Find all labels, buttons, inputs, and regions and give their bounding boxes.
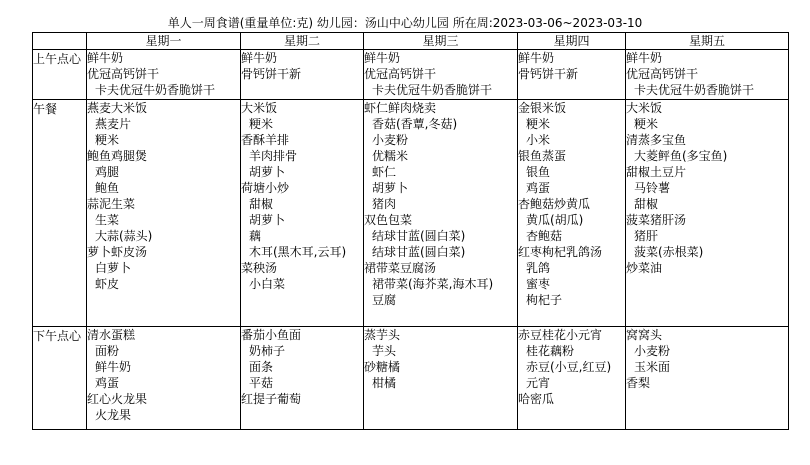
dish-item: 哈密瓜 (518, 392, 555, 406)
ingredient-item: 粳米 (249, 117, 274, 131)
breakfast-cell (364, 50, 518, 100)
dish-item: 蒜泥生菜 (87, 197, 136, 211)
ingredient-item: 胡萝卜 (372, 181, 409, 195)
ingredient-item: 马铃薯 (634, 181, 671, 195)
ingredient-item: 虾皮 (95, 277, 120, 291)
ingredient-item: 粳米 (634, 117, 659, 131)
ingredient-item: 结球甘蓝(圆白菜) (372, 245, 466, 259)
dish-item: 骨钙饼干新 (518, 67, 579, 81)
dish-item: 金银米饭 (518, 101, 567, 115)
ingredient-item: 鸡蛋 (526, 181, 551, 195)
ingredient-item: 甜椒 (249, 197, 274, 211)
ingredient-item: 菠菜(赤根菜) (634, 245, 704, 259)
ingredient-item: 芋头 (372, 344, 397, 358)
ingredient-item: 杏鲍菇 (526, 229, 563, 243)
day-header: 星期一 (87, 33, 241, 50)
dish-item: 红心火龙果 (87, 392, 148, 406)
ingredient-item: 甜椒 (634, 197, 659, 211)
dish-item: 骨钙饼干新 (241, 67, 302, 81)
dish-item: 裙带菜豆腐汤 (364, 261, 437, 275)
ingredient-item: 鸡蛋 (95, 376, 120, 390)
dish-item: 菜秧汤 (241, 261, 278, 275)
dish-item: 鲍鱼鸡腿煲 (87, 149, 148, 163)
ingredient-item: 小麦粉 (372, 133, 409, 147)
breakfast-cell (626, 50, 789, 100)
ingredient-item: 赤豆(小豆,红豆) (526, 360, 612, 374)
dish-item: 萝卜虾皮汤 (87, 245, 148, 259)
ingredient-item: 柑橘 (372, 376, 397, 390)
corner-cell (33, 33, 87, 50)
weekly-menu-table (32, 32, 789, 430)
dish-item: 杏鲍菇炒黄瓜 (518, 197, 591, 211)
ingredient-item: 大蒜(蒜头) (95, 229, 153, 243)
snack-cell (518, 327, 626, 430)
dish-item: 清水蛋糕 (87, 328, 136, 342)
ingredient-item: 结球甘蓝(圆白菜) (372, 229, 466, 243)
dish-item: 荷塘小炒 (241, 181, 290, 195)
ingredient-item: 鲜牛奶 (95, 360, 132, 374)
dish-item: 番茄小鱼面 (241, 328, 302, 342)
ingredient-item: 银鱼 (526, 165, 551, 179)
dish-item: 燕麦大米饭 (87, 101, 148, 115)
breakfast-cell (241, 50, 364, 100)
dish-item: 优冠高钙饼干 (626, 67, 699, 81)
ingredient-item: 燕麦片 (95, 117, 132, 131)
ingredient-item: 面条 (249, 360, 274, 374)
dish-item: 优冠高钙饼干 (87, 67, 160, 81)
ingredient-item: 木耳(黑木耳,云耳) (249, 245, 347, 259)
dish-item: 香梨 (626, 376, 651, 390)
ingredient-item: 奶柿子 (249, 344, 286, 358)
ingredient-item: 猪肝 (634, 229, 659, 243)
header-row (33, 33, 789, 50)
snack-cell (364, 327, 518, 430)
ingredient-item: 火龙果 (95, 408, 132, 422)
ingredient-item: 玉米面 (634, 360, 671, 374)
ingredient-item: 枸杞子 (526, 293, 563, 307)
dish-item: 窝窝头 (626, 328, 663, 342)
breakfast-cell (518, 50, 626, 100)
ingredient-item: 鸡腿 (95, 165, 120, 179)
dish-item: 清蒸多宝鱼 (626, 133, 687, 147)
dish-item: 菠菜猪肝汤 (626, 213, 687, 227)
ingredient-item: 大菱鲆鱼(多宝鱼) (634, 149, 728, 163)
ingredient-item: 鲍鱼 (95, 181, 120, 195)
snack-cell (626, 327, 789, 430)
dish-item: 优冠高钙饼干 (364, 67, 437, 81)
ingredient-item: 猪肉 (372, 197, 397, 211)
day-header: 星期三 (364, 33, 518, 50)
lunch-cell (364, 100, 518, 327)
dish-item: 大米饭 (626, 101, 663, 115)
breakfast-cell (87, 50, 241, 100)
dish-item: 鲜牛奶 (626, 51, 663, 65)
ingredient-item: 卡夫优冠牛奶香脆饼干 (634, 83, 755, 97)
ingredient-item: 小麦粉 (634, 344, 671, 358)
ingredient-item: 平菇 (249, 376, 274, 390)
dish-item: 鲜牛奶 (518, 51, 555, 65)
snack-cell (87, 327, 241, 430)
day-header: 星期二 (241, 33, 364, 50)
ingredient-item: 羊肉排骨 (249, 149, 298, 163)
ingredient-item: 小白菜 (249, 277, 286, 291)
dish-item: 香酥羊排 (241, 133, 290, 147)
lunch-row (33, 100, 789, 327)
lunch-cell (241, 100, 364, 327)
dish-item: 虾仁鲜肉烧卖 (364, 101, 437, 115)
dish-item: 砂糖橘 (364, 360, 401, 374)
dish-item: 鲜牛奶 (364, 51, 401, 65)
dish-item: 红枣枸杞乳鸽汤 (518, 245, 603, 259)
snack-cell (241, 327, 364, 430)
meal-label-snack: 下午点心 (33, 327, 87, 430)
ingredient-item: 藕 (249, 229, 262, 243)
ingredient-item: 优糯米 (372, 149, 409, 163)
page-title: 单人一周食谱(重量单位:克) 幼儿园：汤山中心幼儿园 所在周:2023-03-06~2023-03-10 (167, 16, 643, 30)
day-header: 星期四 (518, 33, 626, 50)
meal-label-lunch: 午餐 (33, 100, 87, 327)
dish-item: 赤豆桂花小元宵 (518, 328, 603, 342)
ingredient-item: 胡萝卜 (249, 213, 286, 227)
ingredient-item: 卡夫优冠牛奶香脆饼干 (372, 83, 493, 97)
ingredient-item: 香菇(香蕈,冬菇) (372, 117, 458, 131)
dish-item: 双色包菜 (364, 213, 413, 227)
lunch-cell (87, 100, 241, 327)
ingredient-item: 白萝卜 (95, 261, 132, 275)
dish-item: 大米饭 (241, 101, 278, 115)
ingredient-item: 乳鸽 (526, 261, 551, 275)
ingredient-item: 桂花藕粉 (526, 344, 575, 358)
ingredient-item: 黄瓜(胡瓜) (526, 213, 584, 227)
day-header: 星期五 (626, 33, 789, 50)
ingredient-item: 元宵 (526, 376, 551, 390)
lunch-cell (518, 100, 626, 327)
ingredient-item: 生菜 (95, 213, 120, 227)
dish-item: 鲜牛奶 (241, 51, 278, 65)
dish-item: 蒸芋头 (364, 328, 401, 342)
ingredient-item: 裙带菜(海芥菜,海木耳) (372, 277, 494, 291)
lunch-cell (626, 100, 789, 327)
ingredient-item: 小米 (526, 133, 551, 147)
dish-item: 银鱼蒸蛋 (518, 149, 567, 163)
breakfast-row (33, 50, 789, 100)
ingredient-item: 豆腐 (372, 293, 397, 307)
ingredient-item: 粳米 (95, 133, 120, 147)
dish-item: 炒菜油 (626, 261, 663, 275)
ingredient-item: 胡萝卜 (249, 165, 286, 179)
dish-item: 甜椒土豆片 (626, 165, 687, 179)
snack-row (33, 327, 789, 430)
dish-item: 红提子葡萄 (241, 392, 302, 406)
ingredient-item: 卡夫优冠牛奶香脆饼干 (95, 83, 216, 97)
meal-label-breakfast: 上午点心 (33, 50, 87, 100)
ingredient-item: 粳米 (526, 117, 551, 131)
ingredient-item: 面粉 (95, 344, 120, 358)
ingredient-item: 虾仁 (372, 165, 397, 179)
ingredient-item: 蜜枣 (526, 277, 551, 291)
dish-item: 鲜牛奶 (87, 51, 124, 65)
